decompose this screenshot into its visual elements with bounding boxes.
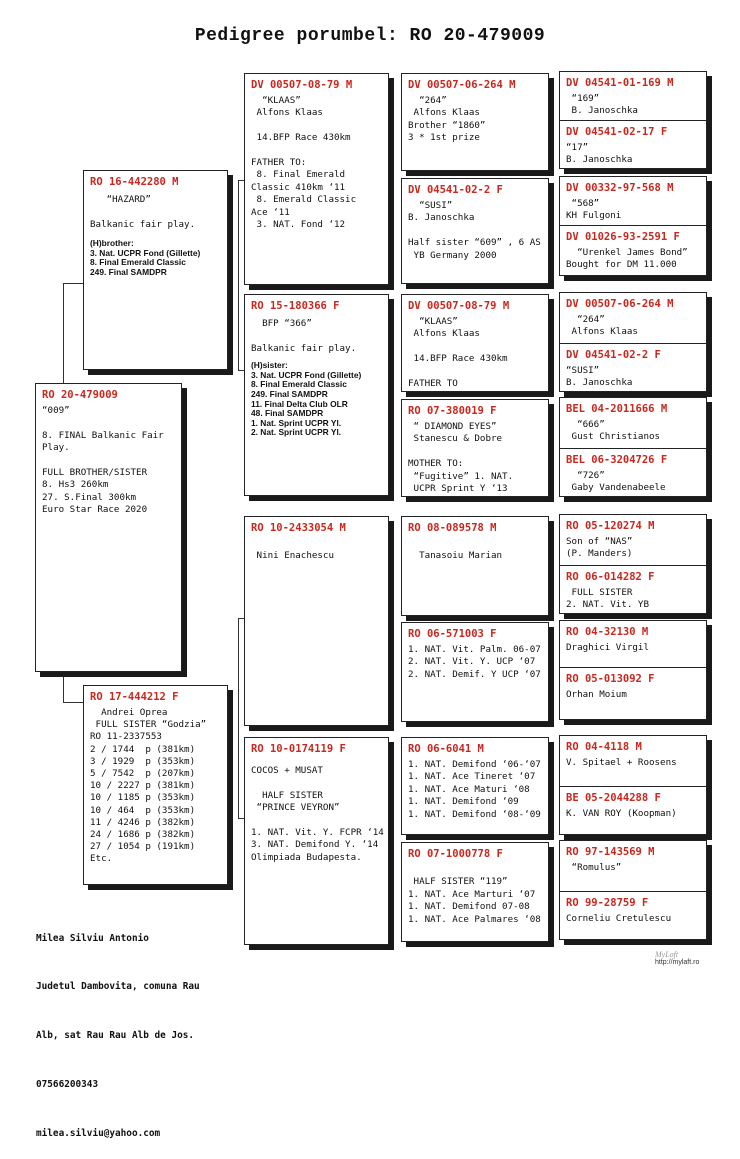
ring-number: RO 08-089578 M xyxy=(408,522,497,534)
connector-line xyxy=(238,180,239,370)
pigeon-details: “HAZARD” Balkanic fair play. xyxy=(90,194,196,230)
ring-number: RO 06-014282 F xyxy=(566,571,655,583)
pigeon-details: Orhan Moium xyxy=(566,689,627,700)
sire-card xyxy=(83,170,228,370)
ring-number: RO 99-28759 F xyxy=(566,897,649,909)
grandsire-maternal-card xyxy=(244,516,389,726)
owner-address-line: Judetul Dambovita, comuna Rau xyxy=(36,981,200,993)
ring-number: BEL 06-3204726 F xyxy=(566,454,668,466)
pigeon-details: “009” 8. FINAL Balkanic Fair Play. FULL BROTHER/SISTER 8. Hs3 260km 27. S.Final 300km Euro Star Race 2020 xyxy=(42,405,164,516)
ancestor-entry xyxy=(560,72,706,120)
pigeon-details: “KLAAS” Alfons Klaas 14.BFP Race 430km FATHER TO: 8. Final Emerald Classic 410km ‘11 8. Emerald Classic Ace ‘11 3. NAT. Fond ‘12 xyxy=(251,95,357,231)
pigeon-details: “726” Gaby Vandenabeele xyxy=(571,470,666,494)
owner-email: milea.silviu@yahoo.com xyxy=(36,1128,161,1140)
pigeon-details: Nini Enachescu xyxy=(251,550,334,561)
pigeon-details: Andrei Oprea FULL SISTER “Godzia” RO 11-2337553 2 / 1744 p (381km) 3 / 1929 p (353km) 5 / 7542 p (207km) 10 / 2227 p (381km) 10 / 1185 p (353km) 10 / 464 p (353km) 11 / 4246 p (382km) 24 / 1686 p (382km) 27 / 1054 p (191km) Etc. xyxy=(90,707,207,865)
ring-number: DV 04541-02-17 F xyxy=(566,126,668,138)
great-great-grandparents-pair-card xyxy=(559,620,707,720)
ring-number: BEL 04-2011666 M xyxy=(566,403,668,415)
pigeon-results: (H)brother: 3. Nat. UCPR Fond (Gillette) 8. Final Emerald Classic 249. Final SAMDPR xyxy=(90,238,201,277)
great-great-grandparents-pair-card xyxy=(559,176,707,276)
pigeon-details: “264” Alfons Klaas xyxy=(571,314,638,338)
ancestor-entry xyxy=(560,786,706,835)
great-great-grandparents-pair-card xyxy=(559,292,707,392)
pigeon-details: Tanasoiu Marian xyxy=(419,550,503,562)
owner-name: Milea Silviu Antonio xyxy=(36,932,149,944)
great-great-grandparents-pair-card xyxy=(559,514,707,614)
ring-number: RO 04-4118 M xyxy=(566,741,642,753)
great-grandparent-card xyxy=(401,737,549,835)
pigeon-details: “KLAAS” Alfons Klaas 14.BFP Race 430km FATHER TO xyxy=(408,316,508,390)
ancestor-entry xyxy=(560,120,706,169)
page-title: Pedigree porumbel: RO 20-479009 xyxy=(194,26,546,46)
pigeon-details: “169” B. Janoschka xyxy=(571,93,638,117)
granddam-maternal-card xyxy=(244,737,389,945)
ancestor-entry xyxy=(560,225,706,276)
watermark-url: http://mylaft.ro xyxy=(655,959,700,966)
grandsire-paternal-card xyxy=(244,73,389,285)
great-great-grandparents-pair-card xyxy=(559,840,707,940)
ring-number: DV 00507-06-264 M xyxy=(408,79,516,91)
great-grandparent-card xyxy=(401,842,549,942)
great-great-grandparents-pair-card xyxy=(559,71,707,169)
ring-number: DV 00507-08-79 M xyxy=(408,300,510,312)
pigeon-details: V. Spitael + Roosens xyxy=(566,757,677,768)
pigeon-details: “568” KH Fulgoni xyxy=(566,198,622,222)
ancestor-entry xyxy=(560,667,706,720)
connector-line xyxy=(63,702,83,703)
ancestor-entry xyxy=(560,891,706,940)
pigeon-details: “17” B. Janoschka xyxy=(566,142,633,166)
great-grandparent-card xyxy=(401,622,549,722)
owner-contact xyxy=(36,898,200,1159)
ring-number: DV 01026-93-2591 F xyxy=(566,231,680,243)
pigeon-details: Son of “NAS” (P. Manders) xyxy=(566,536,633,560)
watermark xyxy=(655,950,699,966)
ring-number: DV 00507-08-79 M xyxy=(251,79,353,91)
pigeon-details: “ DIAMOND EYES” Stanescu & Dobre MOTHER TO: “Fugitive” 1. NAT. UCPR Sprint Y ‘13 xyxy=(408,421,514,495)
pigeon-details: FULL SISTER 2. NAT. Vit. YB xyxy=(566,587,649,611)
ring-number: RO 20-479009 xyxy=(42,389,118,401)
pigeon-details: “SUSI” B. Janoschka xyxy=(566,365,633,389)
ancestor-entry xyxy=(560,293,706,343)
ring-number: RO 04-32130 M xyxy=(566,626,649,638)
owner-address-line: Alb, sat Rau Rau Alb de Jos. xyxy=(36,1030,195,1042)
pigeon-details: K. VAN ROY (Koopman) xyxy=(566,808,677,819)
connector-line xyxy=(63,672,64,702)
ancestor-entry xyxy=(560,177,706,225)
ring-number: DV 04541-02-2 F xyxy=(408,184,503,196)
pigeon-details: 1. NAT. Vit. Palm. 06-07 2. NAT. Vit. Y. UCP ‘07 2. NAT. Demif. Y UCP ‘07 xyxy=(408,644,541,680)
pigeon-details: “Romulus” xyxy=(566,862,622,873)
pigeon-details: “264” Alfons Klaas Brother “1860” 3 * 1st prize xyxy=(408,95,486,144)
ancestor-entry xyxy=(560,565,706,614)
great-grandparent-card xyxy=(401,516,549,616)
watermark-signature: MyLoft xyxy=(655,950,679,959)
ring-number: RO 05-120274 M xyxy=(566,520,655,532)
pigeon-details: “Urenkel James Bond” Bought for DM 11.000 xyxy=(566,247,688,271)
ancestor-entry xyxy=(560,841,706,891)
ring-number: RO 05-013092 F xyxy=(566,673,655,685)
connector-line xyxy=(63,283,83,284)
ring-number: RO 17-444212 F xyxy=(90,691,179,703)
great-grandparent-card xyxy=(401,399,549,497)
ring-number: DV 00507-06-264 M xyxy=(566,298,674,310)
ring-number: RO 07-1000778 F xyxy=(408,848,503,860)
ancestor-entry xyxy=(560,448,706,497)
ring-number: RO 10-0174119 F xyxy=(251,743,346,755)
great-grandparent-card xyxy=(401,73,549,171)
dam-card xyxy=(83,685,228,885)
ring-number: DV 04541-02-2 F xyxy=(566,349,661,361)
ancestor-entry xyxy=(560,621,706,667)
ring-number: RO 06-6041 M xyxy=(408,743,484,755)
ring-number: DV 04541-01-169 M xyxy=(566,77,674,89)
pigeon-details: “SUSI” B. Janoschka Half sister “609” , 6 AS YB Germany 2000 xyxy=(408,200,541,261)
pigeon-details: Draghici Virgil xyxy=(566,642,649,653)
ancestor-entry xyxy=(560,515,706,565)
great-grandparent-card xyxy=(401,178,549,284)
pigeon-details: 1. NAT. Demifond ‘06-‘07 1. NAT. Ace Tineret ‘07 1. NAT. Ace Maturi ‘08 1. NAT. Demifond ‘09 1. NAT. Demifond ‘08-‘09 xyxy=(408,759,541,820)
pigeon-details: HALF SISTER “119” 1. NAT. Ace Marturi ‘07 1. NAT. Demifond 07-08 1. NAT. Ace Palmares ‘08 xyxy=(408,876,541,925)
ring-number: RO 06-571003 F xyxy=(408,628,497,640)
ring-number: DV 00332-97-568 M xyxy=(566,182,674,194)
connector-line xyxy=(63,283,64,383)
pigeon-details: Corneliu Cretulescu xyxy=(566,913,672,924)
ring-number: RO 15-180366 F xyxy=(251,300,340,312)
subject-pigeon-card xyxy=(35,383,182,672)
owner-phone: 07566200343 xyxy=(36,1079,99,1091)
great-great-grandparents-pair-card xyxy=(559,397,707,497)
ring-number: BE 05-2044288 F xyxy=(566,792,661,804)
granddam-paternal-card xyxy=(244,294,389,496)
great-great-grandparents-pair-card xyxy=(559,735,707,835)
pigeon-details: BFP “366” Balkanic fair play. xyxy=(251,318,357,354)
pigeon-results: (H)sister: 3. Nat. UCPR Fond (Gillette) 8. Final Emerald Classic 249. Final SAMDPR 11. Final Delta Club OLR 48. Final SAMDPR 1. Nat. Sprint UCPR Yl. 2. Nat. Sprint UCPR Yl. xyxy=(251,360,362,438)
ring-number: RO 07-380019 F xyxy=(408,405,497,417)
ring-number: RO 16-442280 M xyxy=(90,176,179,188)
ring-number: RO 97-143569 M xyxy=(566,846,655,858)
connector-line xyxy=(238,618,239,818)
ancestor-entry xyxy=(560,398,706,448)
pigeon-details: “666” Gust Christianos xyxy=(571,419,661,443)
ring-number: RO 10-2433054 M xyxy=(251,522,346,534)
ancestor-entry xyxy=(560,736,706,786)
pigeon-details: COCOS + MUSAT HALF SISTER “PRINCE VEYRON” 1. NAT. Vit. Y. FCPR ‘14 3. NAT. Demifond Y. ‘14 Olimpiada Budapesta. xyxy=(251,765,384,863)
great-grandparent-card xyxy=(401,294,549,392)
ancestor-entry xyxy=(560,343,706,392)
